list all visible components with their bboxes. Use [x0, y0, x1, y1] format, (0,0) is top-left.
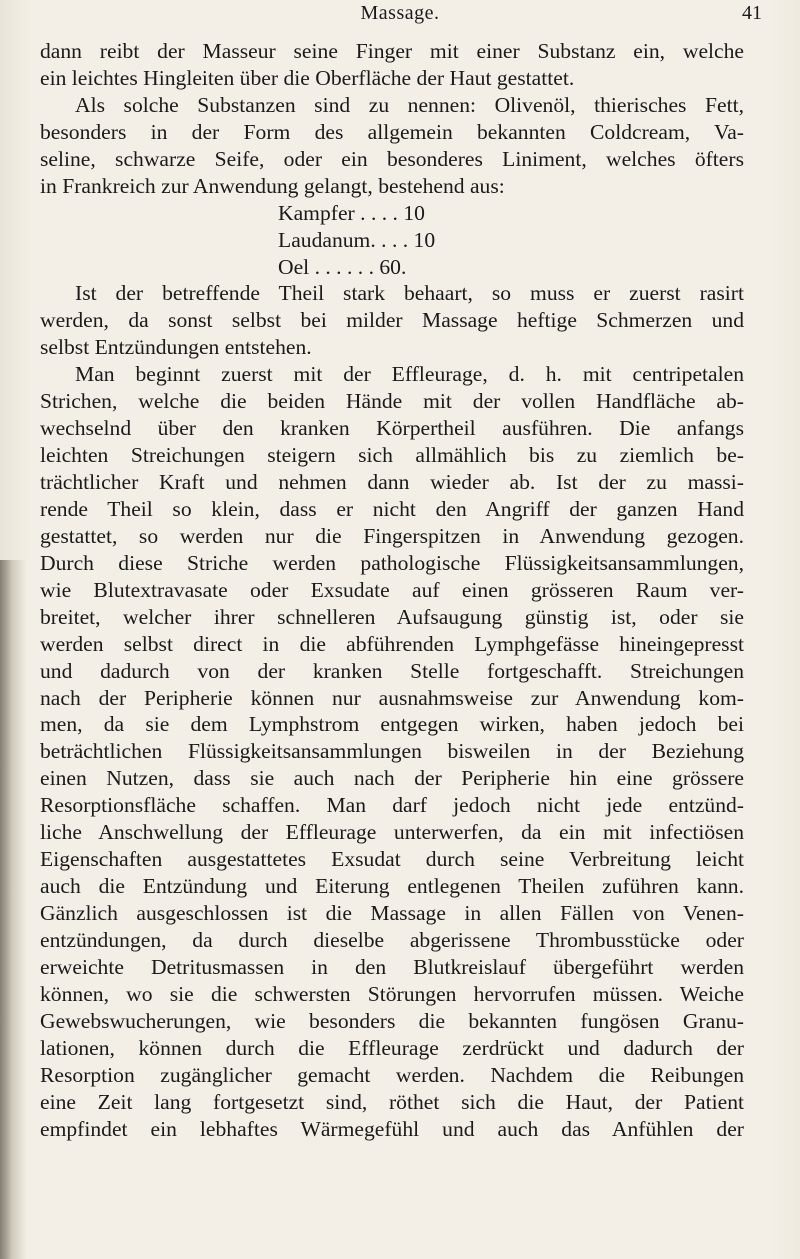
text-line: wechselnd über den kranken Körpertheil ausführen. Die anfangs	[40, 416, 744, 441]
text-line: Resorptionsfläche schaffen. Man darf jedoch nicht jede entzünd-	[40, 793, 744, 818]
book-binding-shadow	[0, 560, 26, 1259]
text-line: trächtlicher Kraft und nehmen dann wieder ab. Ist der zu massi-	[40, 470, 744, 494]
text-line: werden selbst direct in die abführenden Lymphgefässe hineingepresst	[40, 631, 744, 656]
text-line: besonders in der Form des allgemein bekannten Coldcream, Va-	[40, 119, 744, 144]
text-line: nach der Peripherie können nur ausnahmsweise zur Anwendung kom-	[40, 685, 744, 710]
text-line: Gewebswucherungen, wie besonders die bekannten fungösen Granu-	[40, 1008, 744, 1033]
text-line: eine Zeit lang fortgesetzt sind, röthet sich die Haut, der Patient	[40, 1089, 744, 1114]
text-line: auch die Entzündung und Eiterung entlegenen Theilen zuführen kann.	[40, 874, 744, 899]
text-line: beträchtlichen Flüssigkeitsansammlungen bisweilen in der Beziehung	[40, 739, 744, 764]
text-line: rende Theil so klein, dass er nicht den Angriff der ganzen Hand	[40, 496, 744, 521]
recipe-line-kampfer	[40, 200, 744, 227]
recipe-amount: 10	[413, 227, 436, 252]
text-line: Eigenschaften ausgestattetes Exsudat durch seine Verbreitung leicht	[40, 847, 744, 872]
text-line: Gänzlich ausgeschlossen ist die Massage in allen Fällen von Venen-	[40, 901, 744, 925]
text-line: wie Blutextravasate oder Exsudate auf einen grösseren Raum ver-	[40, 577, 744, 602]
text-line: seline, schwarze Seife, oder ein besonderes Liniment, welches öfters	[40, 146, 744, 171]
text-line: lationen, können durch die Effleurage zerdrückt und dadurch der	[40, 1035, 744, 1060]
text-line: Ist der betreffende Theil stark behaart, so muss er zuerst rasirt	[75, 281, 744, 306]
body-text	[40, 38, 744, 1142]
recipe-leader: . . . . . .	[309, 254, 374, 279]
text-line: Durch diese Striche werden pathologische Flüssigkeitsansammlungen,	[40, 550, 744, 575]
text-line: dann reibt der Masseur seine Finger mit einer Substanz ein, welche	[40, 39, 744, 63]
text-line: und dadurch von der kranken Stelle fortgeschafft. Streichungen	[40, 658, 744, 683]
recipe-ingredient: Oel	[278, 254, 310, 279]
text-line: men, da sie dem Lymphstrom entgegen wirken, haben jedoch bei	[40, 712, 744, 737]
recipe-line-oel	[40, 254, 744, 281]
text-line: Strichen, welche die beiden Hände mit der vollen Handfläche ab-	[40, 389, 744, 414]
text-line: Man beginnt zuerst mit der Effleurage, d. h. mit centripetalen	[75, 362, 744, 387]
text-line: Resorption zugänglicher gemacht werden. Nachdem die Reibungen	[40, 1062, 744, 1087]
recipe-amount: 60.	[379, 254, 407, 279]
text-line: leichten Streichungen steigern sich allmählich bis zu ziemlich be-	[40, 443, 744, 468]
recipe-ingredient: Kampfer	[278, 200, 355, 225]
text-line: selbst Entzündungen entstehen.	[40, 335, 312, 360]
running-title: Massage.	[360, 2, 440, 24]
text-line: entzündungen, da durch dieselbe abgerissene Thrombusstücke oder	[40, 927, 744, 952]
recipe-amount: 10	[403, 200, 425, 225]
text-line: breitet, welcher ihrer schnelleren Aufsaugung günstig ist, oder sie	[40, 604, 744, 629]
text-line: Als solche Substanzen sind zu nennen: Olivenöl, thierisches Fett,	[75, 92, 744, 117]
text-line: können, wo sie die schwersten Störungen hervorrufen müssen. Weiche	[40, 981, 744, 1006]
text-line: in Frankreich zur Anwendung gelangt, bestehend aus:	[40, 173, 505, 198]
text-line: ein leichtes Hingleiten über die Oberfläche der Haut gestattet.	[40, 65, 575, 90]
text-line: einen Nutzen, dass sie auch nach der Peripherie hin eine grössere	[40, 766, 744, 791]
text-line: erweichte Detritusmassen in den Blutkreislauf übergeführt werden	[40, 954, 744, 979]
recipe-line-laudanum	[40, 227, 744, 254]
text-line: liche Anschwellung der Effleurage unterwerfen, da ein mit infectiösen	[40, 820, 744, 845]
text-line: empfindet ein lebhaftes Wärmegefühl und auch das Anfühlen der	[40, 1116, 744, 1141]
text-line: werden, da sonst selbst bei milder Massage heftige Schmerzen und	[40, 308, 744, 333]
recipe-ingredient: Laudanum.	[278, 227, 376, 252]
recipe-leader: . . .	[375, 227, 409, 252]
text-line: gestattet, so werden nur die Fingerspitzen in Anwendung gezogen.	[40, 523, 744, 548]
page-number: 41	[742, 2, 762, 24]
page-header	[0, 2, 800, 30]
recipe-leader: . . . .	[354, 200, 398, 225]
